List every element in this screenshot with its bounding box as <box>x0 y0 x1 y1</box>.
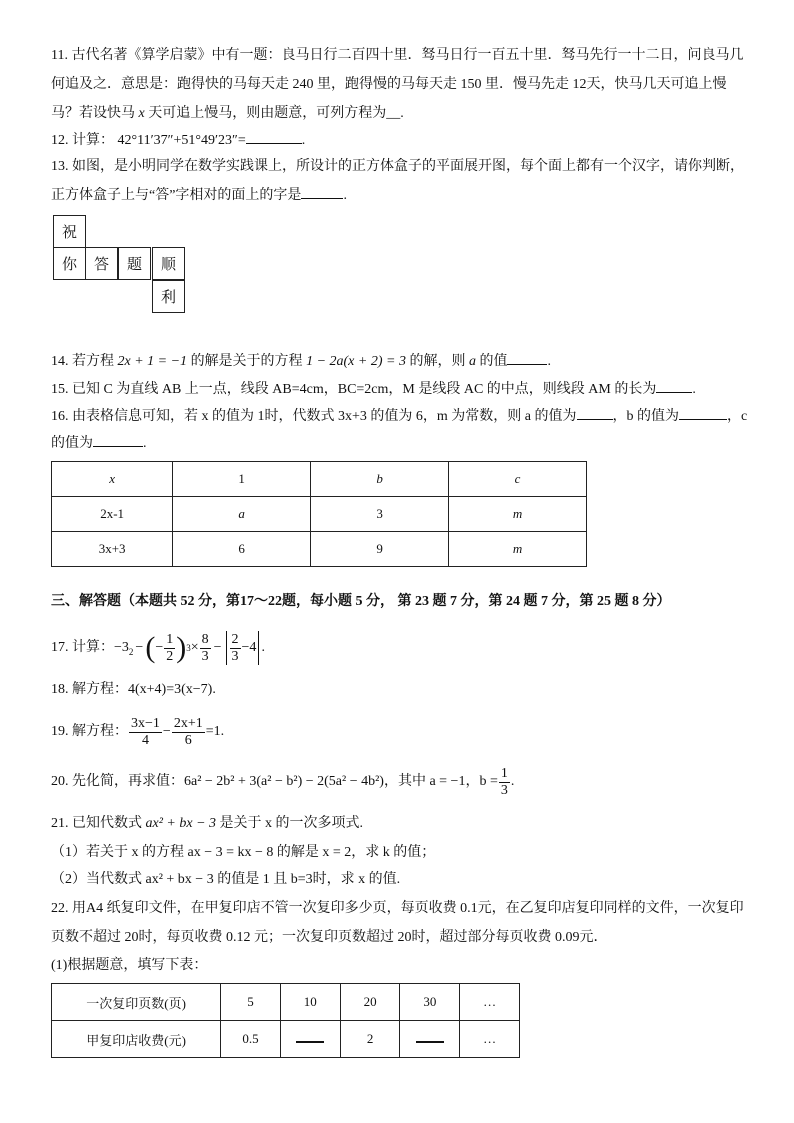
net-face-bottom: 利 <box>152 280 185 313</box>
table-cell: 2 <box>340 1021 400 1058</box>
table-cell: 5 <box>221 984 281 1021</box>
table-cell: 0.5 <box>221 1021 281 1058</box>
net-face: 顺 <box>152 247 185 280</box>
answer-blank <box>296 1031 324 1043</box>
table-cell: 3x+3 <box>52 532 173 567</box>
fraction: $\frac{8}{3}$ <box>201 631 209 664</box>
q11-line3: 马？若设快马 x 天可追上慢马，则由题意，可列方程为__. <box>51 106 404 121</box>
net-face-top: 祝 <box>53 215 86 248</box>
q20: 20. 先化简，再求值： 6a² − 2b² + 3(a² − b²) − 2(5a² − 4b²) ，其中 a = −1，b = $\frac{1}{3}$ . <box>51 765 515 798</box>
table-cell: 10 <box>280 984 340 1021</box>
table-cell: 甲复印店收费(元) <box>52 1021 221 1058</box>
answer-blank <box>679 407 727 420</box>
q19: 19. 解方程： $\frac{3x-1}{4}$ − $\frac{2x+1}{6}$ =1. <box>51 715 225 748</box>
q22-line3: (1)根据题意，填写下表： <box>51 958 208 973</box>
answer-blank <box>93 434 143 447</box>
table-cell: 1 <box>173 462 311 497</box>
q16-table <box>51 461 587 567</box>
q17: 17. 计算： −3 $_2$ − ( − $\frac{1}{2}$ ) 3 × $\frac{8}{3}$ − $\frac{2}{3}$ −4 . <box>51 631 265 664</box>
net-face: 答 <box>85 247 118 280</box>
table-cell: x <box>52 462 173 497</box>
q13-line1: 13. 如图，是小明同学在数学实践课上，所设计的正方体盒子的平面展开图，每个面上都有一个汉字，请你判断， <box>51 159 744 174</box>
q16-line1: 16. 由表格信息可知，若 x 的值为 1时，代数式 3x+3 的值为 6，m 为常数，则 a 的值为 ，b 的值为 ，c <box>51 409 748 424</box>
fraction: $\frac{1}{2}$ <box>166 631 174 664</box>
q16-line2: 的值为 . <box>51 436 147 451</box>
table-cell: 9 <box>311 532 449 567</box>
table-cell: m <box>449 532 587 567</box>
table-cell: 3 <box>311 497 449 532</box>
answer-blank <box>416 1031 444 1043</box>
q22-line2: 页数不超过 20时，每页收费 0.12 元；一次复印页数超过 20时，超过部分每页收费 0.09元． <box>51 930 608 945</box>
net-face: 你 <box>53 247 86 280</box>
q21-part2: （2）当代数式 ax² + bx − 3 的值是 1 且 b=3时，求 x 的值. <box>51 872 401 887</box>
table-cell: 6 <box>173 532 311 567</box>
table-cell-blank <box>280 1021 340 1058</box>
q22-line1: 22. 用A4 纸复印文件，在甲复印店不管一次复印多少页，每页收费 0.1元，在乙复印店复印同样的文件，一次复印 <box>51 901 744 916</box>
table-cell: 20 <box>340 984 400 1021</box>
table-cell: 2x-1 <box>52 497 173 532</box>
answer-blank <box>246 131 302 144</box>
table-cell: 30 <box>400 984 460 1021</box>
fraction: $\frac{3x-1}{4}$ <box>131 715 160 748</box>
section-heading: 三、解答题（本题共 52 分，第17～22题，每小题 5 分， 第 23 题 7 分，第 24 题 7 分，第 25 题 8 分） <box>51 594 671 609</box>
q21-part1: （1）若关于 x 的方程 ax − 3 = kx − 8 的解是 x = 2，求 k 的值； <box>51 845 436 860</box>
table-cell: b <box>311 462 449 497</box>
q14: 14. 若方程 2x + 1 = −1 的解是关于的方程 1 − 2a(x + 2) = 3 的解，则 a 的值 . <box>51 354 551 369</box>
fraction: $\frac{1}{3}$ <box>500 765 508 798</box>
table-cell: c <box>449 462 587 497</box>
q13-line2: 正方体盒子上与“答”字相对的面上的字是 . <box>51 188 347 203</box>
q15: 15. 已知 C 为直线 AB 上一点，线段 AB=4cm，BC=2cm，M 是线段 AC 的中点，则线段 AM 的长为 . <box>51 382 696 397</box>
q22-table <box>51 983 520 1058</box>
fraction: $\frac{2}{3}$ <box>231 631 239 664</box>
table-cell: … <box>460 1021 520 1058</box>
q11-line1: 11. 古代名著《算学启蒙》中有一题：良马日行二百四十里．驽马日行一百五十里．驽马先行一十二日，问良马几 <box>51 48 744 63</box>
q18: 18. 解方程：4(x+4)=3(x−7). <box>51 682 216 697</box>
q12: 12. 计算： 42°11′37″+51°49′23″= . <box>51 133 306 148</box>
table-cell-blank <box>400 1021 460 1058</box>
answer-blank <box>301 186 343 199</box>
table-cell: 一次复印页数(页) <box>52 984 221 1021</box>
table-cell: a <box>173 497 311 532</box>
answer-blank <box>577 407 613 420</box>
fraction: $\frac{2x+1}{6}$ <box>173 715 203 748</box>
q21-line1: 21. 已知代数式 ax² + bx − 3 是关于 x 的一次多项式. <box>51 816 364 831</box>
answer-blank <box>507 352 547 365</box>
answer-blank <box>656 380 692 393</box>
q11-line2: 何追及之．意思是：跑得快的马每天走 240 里，跑得慢的马每天走 150 里．慢马先走 12天，快马几天可追上慢 <box>51 77 727 92</box>
table-cell: m <box>449 497 587 532</box>
net-face: 题 <box>118 247 151 280</box>
table-cell: … <box>460 984 520 1021</box>
